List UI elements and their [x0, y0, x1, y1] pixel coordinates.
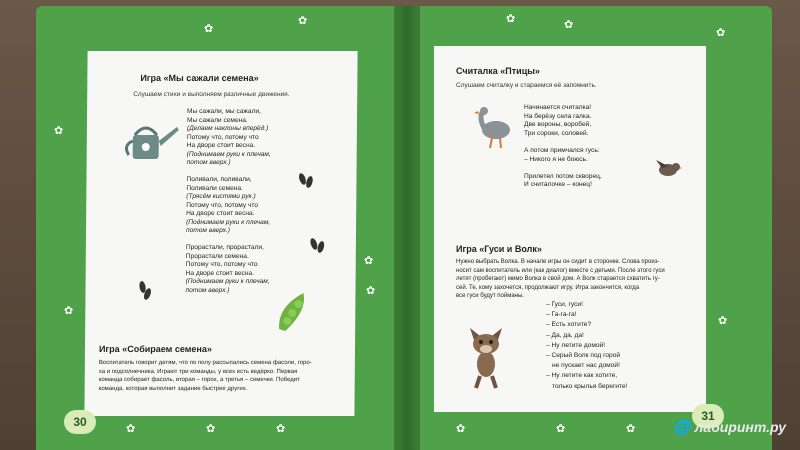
- poem-line: На дворе стоит весна.: [186, 142, 256, 149]
- dialogue: [546, 300, 627, 392]
- poem-line: (Делаем наклоны вперёд.): [186, 125, 269, 132]
- paragraph-line: Нужно выбрать Волка. В начале игры он сидит в сторонке. Слова произ-: [456, 259, 660, 265]
- book-gutter: [394, 6, 420, 450]
- flower-icon: ✿: [366, 285, 376, 297]
- poem-line: [186, 236, 270, 245]
- section-title: Считалка «Птицы»: [456, 66, 540, 76]
- poem-line: (Поднимаем руки к плечам,: [186, 218, 271, 226]
- paragraph: [456, 258, 665, 301]
- poem-line: потом вверх.): [185, 227, 230, 234]
- flower-icon: ✿: [204, 23, 214, 35]
- poem-line: Прорастали семена.: [185, 252, 249, 260]
- section-subtitle: Слушаем стихи и выполняем различные движения.: [133, 91, 290, 98]
- dialogue-line: – Га-га-га!: [546, 311, 577, 319]
- flower-icon: ✿: [456, 423, 466, 435]
- section-subtitle: Слушаем считалку и стараемся её запомнить.: [456, 82, 597, 89]
- page-number: 31: [692, 404, 724, 428]
- wolf-icon: [460, 326, 512, 390]
- poem: [185, 108, 271, 295]
- right-page: [434, 46, 706, 412]
- paragraph-line: все гуси будут пойманы.: [456, 293, 524, 300]
- poem-line: Потому что, потому что: [186, 201, 259, 209]
- flower-icon: ✿: [54, 125, 64, 137]
- section-title: Игра «Мы сажали семена»: [140, 73, 259, 83]
- seeds-icon: [135, 279, 155, 301]
- paragraph: [99, 359, 312, 393]
- paragraph-line: команда собирает фасоль, вторая – горох, а третья – семечки. Победит: [98, 377, 300, 384]
- poem-line: [524, 138, 602, 147]
- dialogue-line: – Ну летите домой!: [546, 341, 606, 349]
- poem-line: (Поднимаем руки к плечам,: [186, 150, 271, 158]
- poem-line: потом вверх.): [186, 159, 231, 166]
- dialogue-line: – Ну летите как хотите,: [546, 372, 618, 380]
- paragraph-line: летят (пробегают) мимо Волка в свой дом. А Волк старается схватить гу-: [456, 276, 660, 283]
- poem-line: [187, 168, 271, 177]
- watering-can-icon: [121, 119, 181, 163]
- poem: [524, 104, 602, 190]
- poem-line: На дворе стоит весна.: [185, 269, 255, 277]
- poem-line: И считалочке – конец!: [524, 181, 592, 189]
- poem-line: Мы сажали семена.: [186, 116, 248, 124]
- flower-icon: ✿: [564, 19, 574, 31]
- poem-line: Поливали семена.: [186, 184, 243, 192]
- poem-line: Прорастали, прорастали,: [185, 244, 264, 251]
- poem-line: Две вороны, воробей,: [524, 121, 592, 129]
- pea-pod-icon: [273, 289, 313, 335]
- section-title: Игра «Гуси и Волк»: [456, 244, 542, 254]
- poem-line: Начинается считалка!: [524, 104, 592, 111]
- sparrow-icon: [654, 158, 682, 180]
- dialogue-line: не пускает нас домой!: [552, 362, 620, 370]
- watermark: 🌐 лабиринт.ру: [673, 419, 786, 435]
- dialogue-line: – Да, да, да!: [546, 331, 584, 339]
- flower-icon: ✿: [126, 423, 136, 435]
- flower-icon: ✿: [718, 315, 728, 327]
- paragraph-line: ха и подсолнечника. Играют три команды, у всех есть ведёрко. Первая: [98, 368, 298, 375]
- dialogue-line: – Есть хотите?: [546, 321, 592, 329]
- book-spread: [36, 6, 772, 450]
- poem-line: потом вверх.): [185, 286, 230, 294]
- poem-line: (Поднимаем руки к плечам,: [185, 278, 270, 285]
- poem-line: [524, 164, 602, 173]
- poem-line: Потому что, потому что: [185, 261, 258, 268]
- poem-line: Поливали, поливали,: [186, 176, 252, 183]
- flower-icon: ✿: [298, 15, 308, 27]
- flower-icon: ✿: [716, 27, 726, 39]
- dialogue-line: – Гуси, гуси!: [546, 301, 583, 308]
- flower-icon: ✿: [506, 13, 516, 25]
- poem-line: На дворе стоит весна.: [186, 210, 255, 217]
- poem-line: Три сороки, соловей.: [524, 129, 589, 137]
- poem-line: Мы сажали, мы сажали,: [187, 108, 261, 115]
- poem-line: Прилетел потом скворец,: [524, 172, 602, 180]
- paragraph-line: носит сам воспитатель или (как диалог) вместе с детьми. После этого гуси: [456, 267, 665, 274]
- flower-icon: ✿: [626, 423, 636, 435]
- poem-line: На берёзу села галка.: [524, 112, 592, 120]
- flower-icon: ✿: [556, 423, 566, 435]
- section-title: Игра «Собираем семена»: [98, 344, 212, 354]
- paragraph-line: сей. Те, кому захочется, продолжают игру. Игра закончится, когда: [456, 284, 640, 291]
- poem-line: Потому что, потому что: [186, 133, 259, 141]
- left-page: [84, 51, 357, 416]
- paragraph-line: Воспитатель говорит детям, что по полу рассыпались семена фасоли, горо-: [98, 360, 312, 366]
- dialogue-line: – Серый Волк под горой: [546, 352, 621, 360]
- flower-icon: ✿: [364, 255, 374, 267]
- poem-line: (Трясём кистями рук.): [186, 193, 256, 200]
- paragraph-line: команда, которая выполнит задание быстрее других.: [98, 385, 248, 392]
- poem-line: А потом примчался гусь:: [524, 146, 600, 154]
- page-number: 30: [64, 410, 96, 434]
- goose-icon: [474, 106, 516, 150]
- dialogue-line: только крылья берегите!: [552, 382, 628, 390]
- poem-line: – Никого я не боюсь.: [524, 155, 588, 163]
- flower-icon: ✿: [206, 423, 216, 435]
- seeds-icon: [308, 236, 328, 256]
- flower-icon: ✿: [64, 305, 74, 317]
- flower-icon: ✿: [276, 423, 286, 435]
- seeds-icon: [296, 171, 316, 191]
